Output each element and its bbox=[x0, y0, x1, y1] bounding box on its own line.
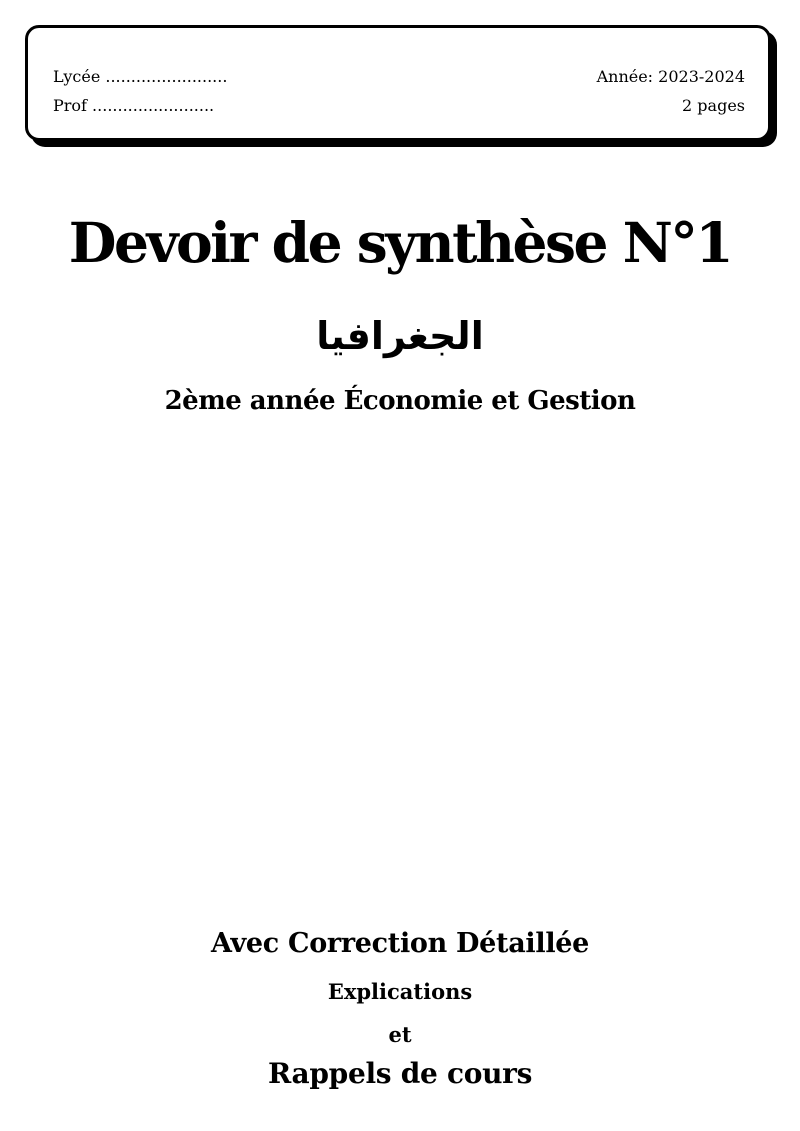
page-count: 2 pages bbox=[682, 96, 745, 115]
header-left bbox=[53, 62, 227, 120]
class-level: 2ème année Économie et Gestion bbox=[164, 386, 636, 416]
lycee-line: Lycée ........................ bbox=[53, 67, 228, 86]
footer-et: et bbox=[388, 1022, 412, 1047]
footer-rappels: Rappels de cours bbox=[267, 1057, 533, 1090]
school-year: Année: 2023-2024 bbox=[596, 67, 745, 86]
header-box bbox=[25, 25, 771, 141]
footer-correction: Avec Correction Détaillée bbox=[210, 928, 590, 959]
subject-arabic: الجغرافيا bbox=[316, 314, 484, 358]
footer-explications: Explications bbox=[327, 979, 473, 1004]
document-title: Devoir de synthèse N°1 bbox=[68, 210, 732, 275]
prof-line: Prof ........................ bbox=[53, 96, 215, 115]
header-right bbox=[597, 62, 745, 120]
